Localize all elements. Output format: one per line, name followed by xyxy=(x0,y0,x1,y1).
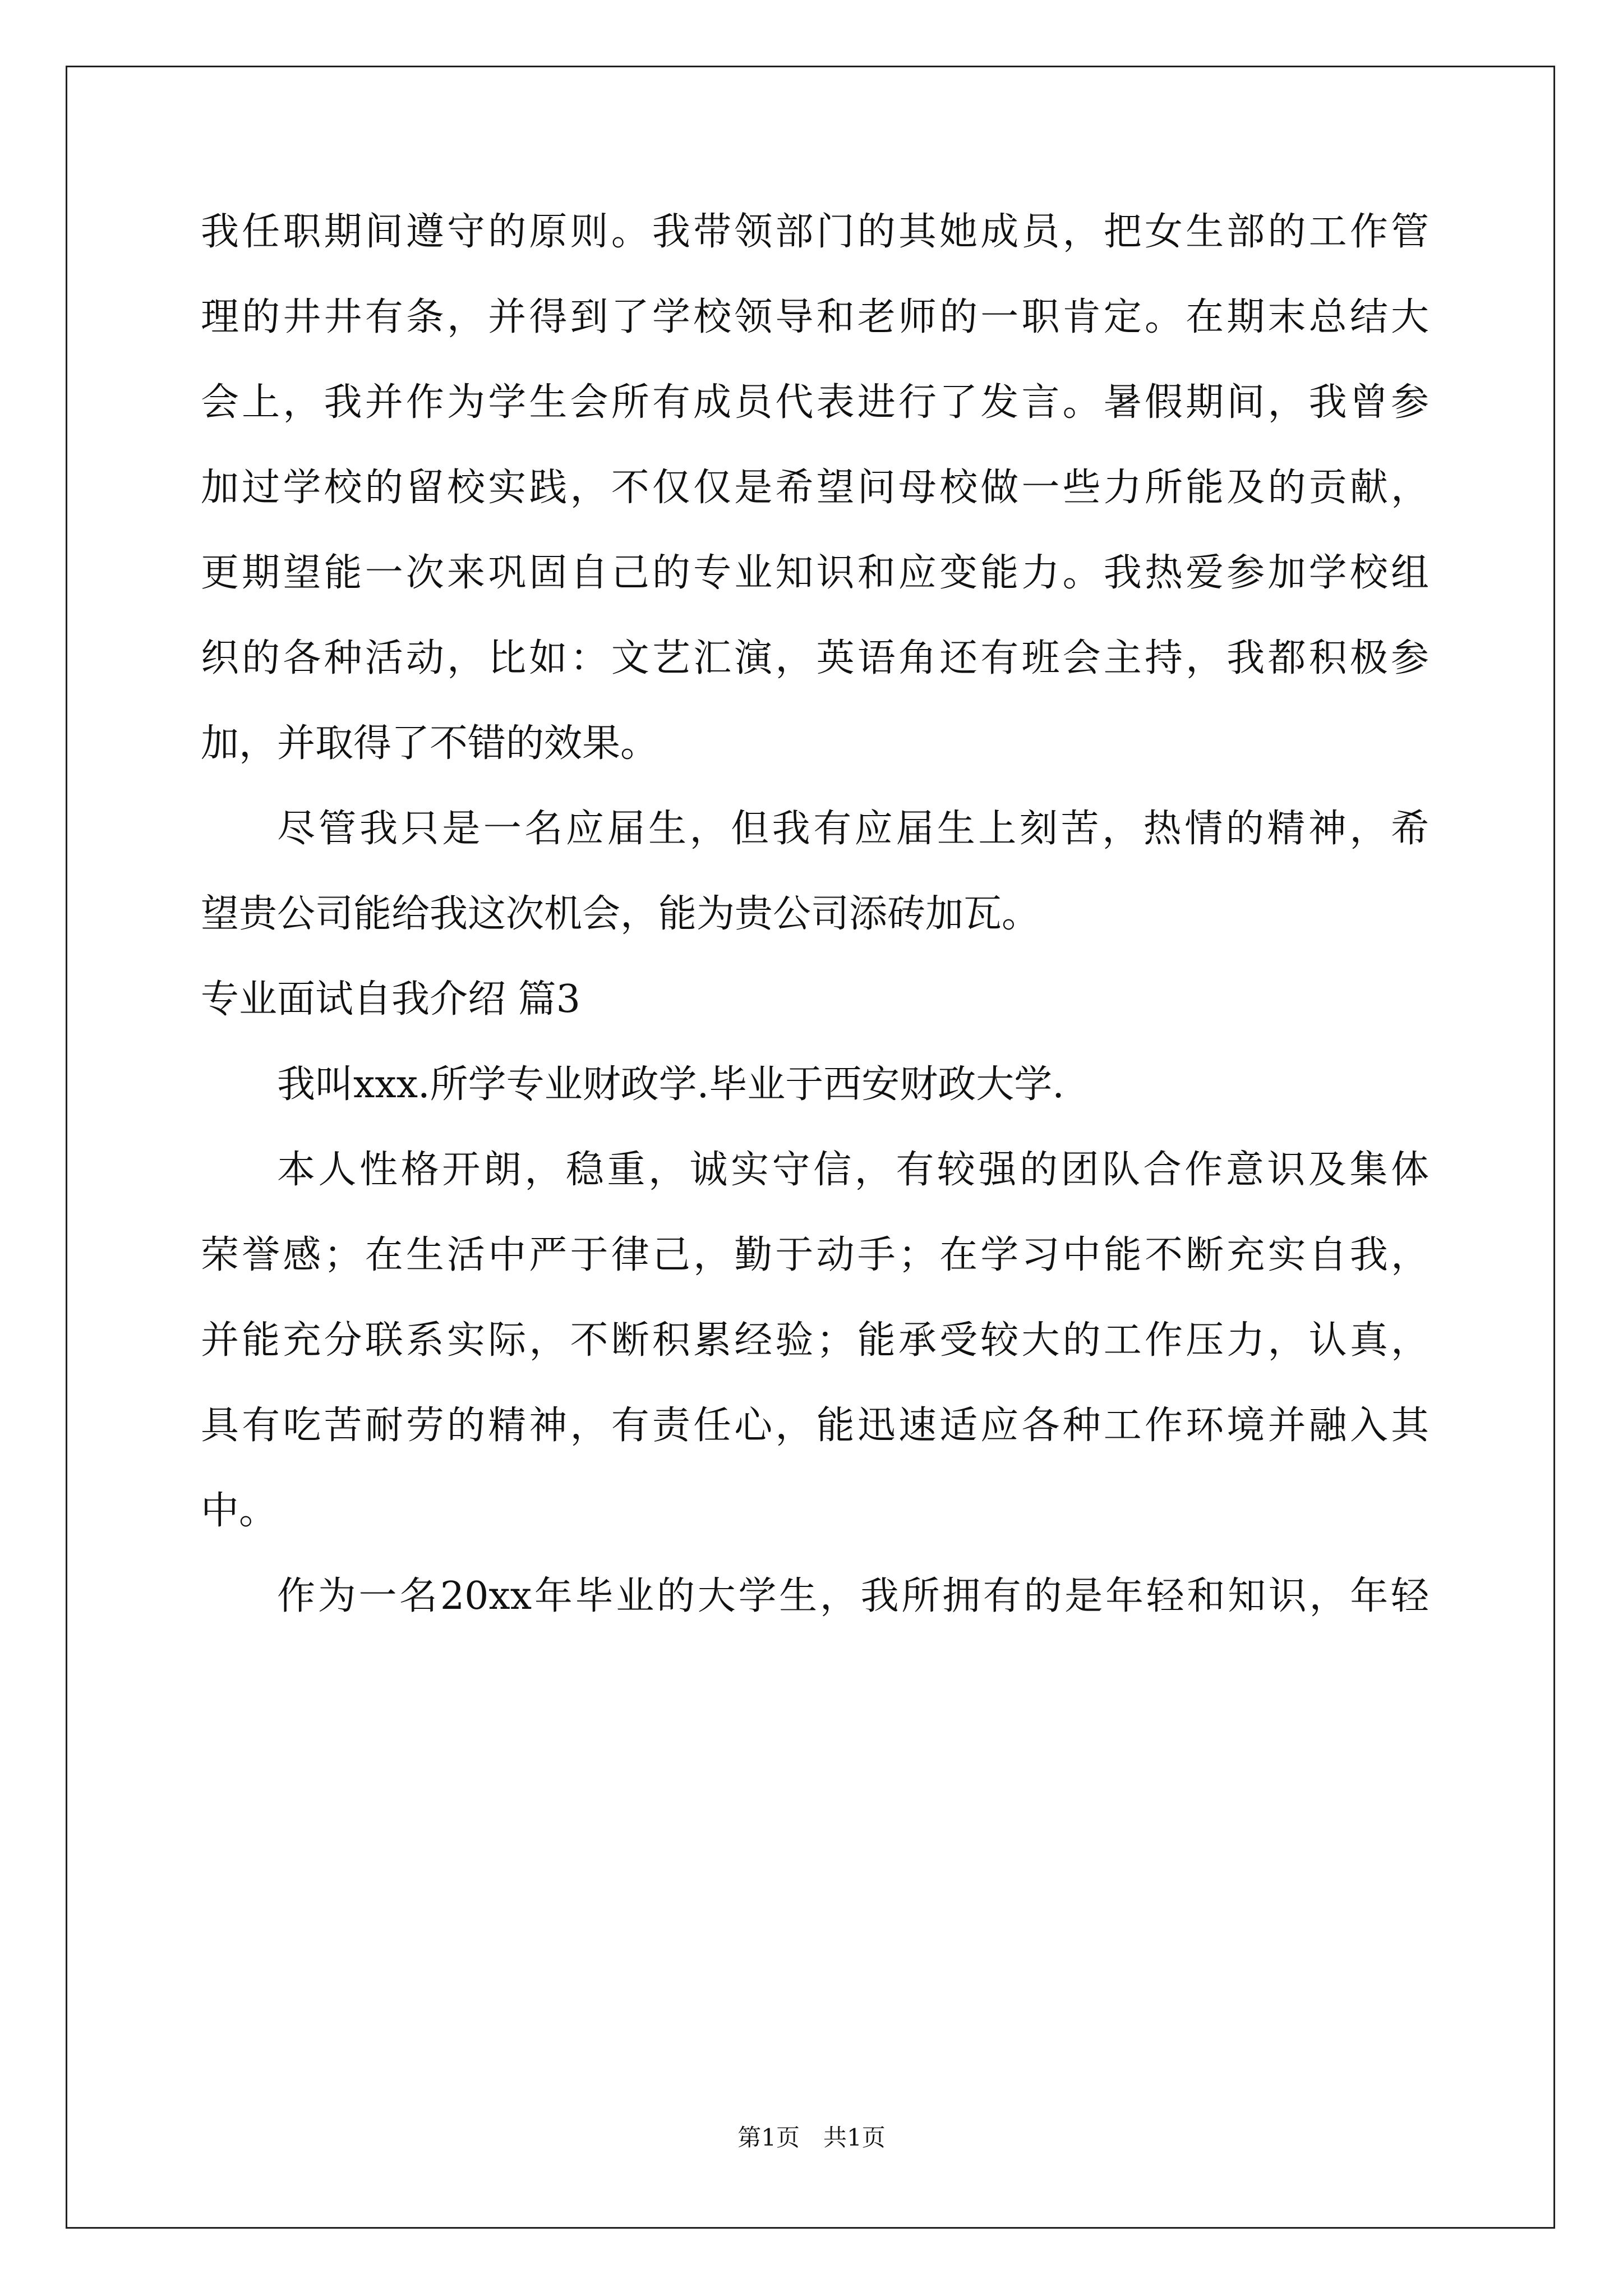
page-total: 共1页 xyxy=(823,2124,886,2151)
paragraph-line: 尽管我只是一名应届生，但我有应届生上刻苦，热情的精神，希 xyxy=(277,807,1429,851)
paragraph-line: 并能充分联系实际，不断积累经验；能承受较大的工作压力，认真， xyxy=(201,1318,1429,1363)
paragraph-line: 我任职期间遵守的原则。我带领部门的其她成员，把女生部的工作管 xyxy=(201,210,1429,254)
paragraph-line: 我叫xxx.所学专业财政学.毕业于西安财政大学. xyxy=(277,1062,1064,1107)
paragraph-line: 中。 xyxy=(201,1489,278,1533)
page-number: 第1页 xyxy=(737,2124,800,2151)
paragraph-line: 更期望能一次来巩固自己的专业知识和应变能力。我热爱参加学校组 xyxy=(201,551,1429,595)
paragraph-line: 望贵公司能给我这次机会，能为贵公司添砖加瓦。 xyxy=(201,892,1040,936)
paragraph-line: 具有吃苦耐劳的精神，有责任心，能迅速适应各种工作环境并融入其 xyxy=(201,1404,1429,1448)
page-footer xyxy=(0,2126,1623,2150)
section-heading: 专业面试自我介绍 篇3 xyxy=(201,977,580,1022)
paragraph-line: 加过学校的留校实践，不仅仅是希望问母校做一些力所能及的贡献， xyxy=(201,466,1429,510)
paragraph-line: 织的各种活动，比如：文艺汇演，英语角还有班会主持，我都积极参 xyxy=(201,636,1429,680)
paragraph-line: 加，并取得了不错的效果。 xyxy=(201,721,659,766)
paragraph-line: 作为一名20xx年毕业的大学生，我所拥有的是年轻和知识，年轻 xyxy=(277,1574,1429,1618)
paragraph-line: 理的井井有条，并得到了学校领导和老师的一职肯定。在期末总结大 xyxy=(201,295,1429,339)
paragraph-line: 本人性格开朗，稳重，诚实守信，有较强的团队合作意识及集体 xyxy=(277,1148,1429,1192)
paragraph-line: 会上，我并作为学生会所有成员代表进行了发言。暑假期间，我曾参 xyxy=(201,380,1429,425)
paragraph-line: 荣誉感；在生活中严于律己，勤于动手；在学习中能不断充实自我， xyxy=(201,1233,1429,1277)
